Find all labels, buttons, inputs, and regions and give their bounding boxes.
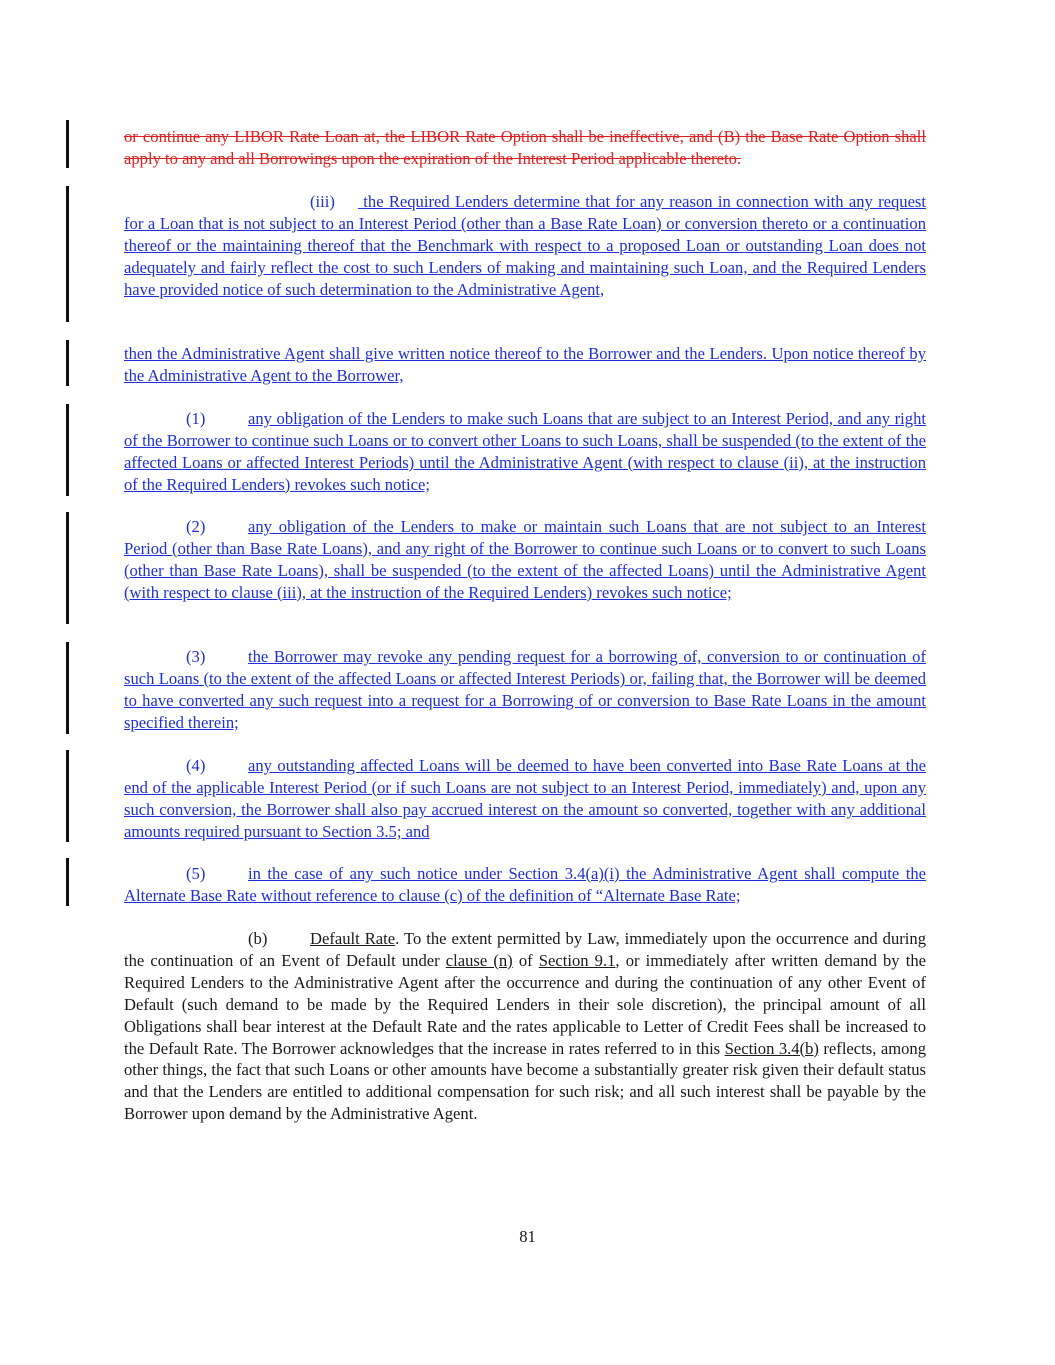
change-bar [66,512,69,624]
change-bar [66,750,69,842]
page-number: 81 [519,1227,536,1246]
clause-iii-paragraph [124,191,926,301]
change-bar [66,120,69,168]
then-paragraph-block [124,343,926,387]
section-b-text: , or immediately after written demand by the Required Lenders to the Administrative Agent after the occurrence and during the continuation of any other Event of Default (such demand to be made by the Required Lenders in their sole discretion), the principal amount of all Obligations shall bear interest at the Default Rate and the rates applicable to Letter of Credit Fees shall be increased to the Default Rate. The Borrower acknowledges that the increase in rates referred to in this [124,950,926,1058]
item-number: (1) [186,409,206,428]
section-b-text: reflects, among other things, the fact that such Loans or other amounts have become a substantially greater risk given their default status and that the Lenders are entitled to additional compensation for such risk; and all such interest shall be payable by the Borrower upon demand by the Administrative Agent. [124,1038,926,1124]
section-b-text: of [512,950,539,970]
change-bar [66,186,69,322]
item-paragraph [124,516,926,604]
item-text: any obligation of the Lenders to make such Loans that are subject to an Interest Period, and any right of the Borrower to continue such Loans or to convert other Loans to such Loans, shall be suspended (to the extent of the affected Loans or affected Interest Periods) until the Administrative Agent (with respect to clause (ii), at the instruction of the Required Lenders) revokes such notice; [124,409,926,494]
section-reference: Section 3.4(b) [724,1038,819,1058]
item-5-block [124,863,926,907]
item-text: in the case of any such notice under Section 3.4(a)(i) the Administrative Agent shall compute the Alternate Base Rate without reference to clause (c) of the definition of “Alternate Base Rate; [124,864,926,905]
change-bar [66,340,69,386]
item-number: (3) [186,647,206,666]
section-b-block [124,928,926,1125]
deleted-paragraph: or continue any LIBOR Rate Loan at, the LIBOR Rate Option shall be ineffective, and (B) the Base Rate Option shall apply to any and all Borrowings upon the expiration of the Interest Period applicable thereto. [124,127,926,168]
item-number: (2) [186,517,206,536]
section-b-text: . To the extent permitted by Law, immediately upon the occurrence and during the continuation of an Event of Default under [124,929,926,970]
deleted-text-block [124,126,926,170]
item-paragraph [124,646,926,734]
item-paragraph [124,408,926,496]
section-b-paragraph [124,928,926,1125]
item-3-block [124,646,926,734]
item-text: any outstanding affected Loans will be deemed to have been converted into Base Rate Loans at the end of the applicable Interest Period (or if such Loans are not subject to an Interest Period, immediately) and, upon any such conversion, the Borrower shall also pay accrued interest on the amount so converted, together with any additional amounts required pursuant to Section 3.5; and [124,756,926,841]
change-bar [66,858,69,906]
item-text: any obligation of the Lenders to make or maintain such Loans that are not subject to an Interest Period (other than Base Rate Loans), and any right of the Borrower to continue such Loans or to convert to such Loans (other than Base Rate Loans), shall be suspended (to the extent of the affected Loans) until the Administrative Agent (with respect to clause (iii), at the instruction of the Required Lenders) revokes such notice; [124,517,926,602]
change-bar [66,642,69,734]
clause-iii-block [124,191,926,301]
section-reference: Section 9.1 [538,950,616,970]
item-1-block [124,408,926,496]
section-b-number: (b) [248,929,268,948]
then-paragraph: then the Administrative Agent shall give written notice thereof to the Borrower and the Lenders. Upon notice thereof by the Administrative Agent to the Borrower, [124,344,926,385]
change-bar [66,404,69,496]
clause-iii-text: the Required Lenders determine that for any reason in connection with any request for a Loan that is not subject to an Interest Period (other than a Base Rate Loan) or conversion thereto or a continuation thereof or the maintaining thereof that the Benchmark with respect to a proposed Loan or outstanding Loan does not adequately and fairly reflect the cost to such Lenders of making and maintaining such Loan, and the Required Lenders have provided notice of such determination to the Administrative Agent, [124,192,926,299]
clause-reference: clause (n) [445,950,513,970]
item-number: (4) [186,756,206,775]
clause-iii-number: (iii) [310,192,335,211]
item-paragraph [124,755,926,843]
item-4-block [124,755,926,843]
item-number: (5) [186,864,206,883]
section-b-heading: Default Rate [310,929,396,948]
item-paragraph [124,863,926,907]
item-2-block [124,516,926,604]
item-text: the Borrower may revoke any pending request for a borrowing of, conversion to or continuation of such Loans (to the extent of the affected Loans or affected Interest Periods) or, failing that, the Borrower will be deemed to have converted any such request into a request for a Borrowing of or conversion to Base Rate Loans in the amount specified therein; [124,647,926,732]
